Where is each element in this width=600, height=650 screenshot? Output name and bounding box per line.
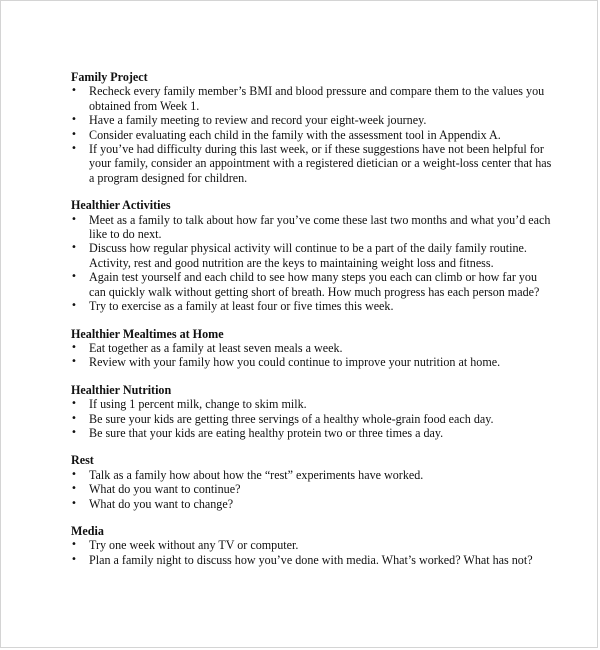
list-item [71, 497, 556, 511]
bullet-icon: • [71, 242, 77, 254]
bullet-list [71, 341, 556, 370]
list-item-text: Plan a family night to discuss how you’ve done with media. What’s worked? What has not? [89, 552, 533, 567]
list-item-text: Eat together as a family at least seven meals a week. [89, 340, 343, 355]
bullet-icon: • [71, 398, 77, 410]
list-item-text: Review with your family how you could continue to improve your nutrition at home. [89, 355, 501, 370]
list-item-text: If using 1 percent milk, change to skim milk. [89, 397, 307, 412]
section-title: Healthier Mealtimes at Home [71, 326, 224, 341]
bullet-icon: • [71, 300, 77, 312]
bullet-icon: • [71, 483, 77, 495]
list-item-text: Try one week without any TV or computer. [89, 538, 299, 553]
list-item-text: What do you want to continue? [89, 482, 241, 497]
section-media [71, 524, 556, 567]
list-item [71, 142, 556, 185]
section-title: Healthier Nutrition [71, 382, 172, 397]
section-healthier-activities [71, 198, 556, 313]
section-family-project [71, 70, 556, 185]
list-item-text: Have a family meeting to review and record your eight-week journey. [89, 113, 427, 128]
bullet-list [71, 84, 556, 185]
bullet-list [71, 538, 556, 567]
list-item [71, 113, 556, 127]
list-item-text: Be sure that your kids are eating healthy protein two or three times a day. [89, 425, 444, 440]
bullet-icon: • [71, 539, 77, 551]
bullet-icon: • [71, 213, 77, 225]
list-item [71, 299, 556, 313]
bullet-list [71, 468, 556, 511]
list-item [71, 468, 556, 482]
list-item [71, 412, 556, 426]
bullet-icon: • [71, 271, 77, 283]
list-item-text: Discuss how regular physical activity will continue to be a part of the daily family routine. Activity, rest and good nutrition are the keys to maintaining weight loss and fitness. [89, 241, 527, 270]
bullet-icon: • [71, 356, 77, 368]
bullet-icon: • [71, 85, 77, 97]
list-item [71, 538, 556, 552]
list-item-text: Try to exercise as a family at least four or five times this week. [89, 299, 394, 314]
document-content [71, 70, 556, 580]
list-item [71, 482, 556, 496]
bullet-icon: • [71, 412, 77, 424]
bullet-icon: • [71, 143, 77, 155]
list-item [71, 341, 556, 355]
bullet-list [71, 213, 556, 314]
bullet-list [71, 397, 556, 440]
bullet-icon: • [71, 468, 77, 480]
list-item [71, 128, 556, 142]
list-item [71, 270, 556, 299]
list-item [71, 397, 556, 411]
list-item [71, 426, 556, 440]
bullet-icon: • [71, 426, 77, 438]
section-healthier-mealtimes [71, 327, 556, 370]
bullet-icon: • [71, 341, 77, 353]
list-item [71, 213, 556, 242]
list-item-text: Recheck every family member’s BMI and blood pressure and compare them to the values you obtained from Week 1. [89, 84, 545, 113]
bullet-icon: • [71, 128, 77, 140]
list-item-text: Again test yourself and each child to see how many steps you each can climb or how far you can quickly walk without getting short of breath. How much progress has each person made? [89, 270, 540, 299]
section-title: Healthier Activities [71, 198, 171, 213]
section-title: Rest [71, 453, 94, 468]
bullet-icon: • [71, 497, 77, 509]
section-title: Family Project [71, 70, 148, 84]
list-item [71, 553, 556, 567]
list-item-text: Meet as a family to talk about how far you’ve come these last two months and what you’d each like to do next. [89, 212, 551, 242]
list-item-text: Consider evaluating each child in the family with the assessment tool in Appendix A. [89, 127, 501, 142]
bullet-icon: • [71, 553, 77, 565]
list-item [71, 355, 556, 369]
list-item [71, 84, 556, 113]
list-item-text: What do you want to change? [89, 496, 234, 511]
bullet-icon: • [71, 114, 77, 126]
section-rest [71, 453, 556, 511]
list-item [71, 241, 556, 270]
list-item-text: If you’ve had difficulty during this last week, or if these suggestions have not been helpful for your family, consider an appointment with a registered dietician or a weight-loss center that has a program designed for children. [89, 142, 552, 185]
section-title: Media [71, 523, 104, 538]
list-item-text: Be sure your kids are getting three servings of a healthy whole-grain food each day. [89, 411, 494, 426]
list-item-text: Talk as a family how about how the “rest” experiments have worked. [89, 467, 424, 482]
section-healthier-nutrition [71, 383, 556, 441]
